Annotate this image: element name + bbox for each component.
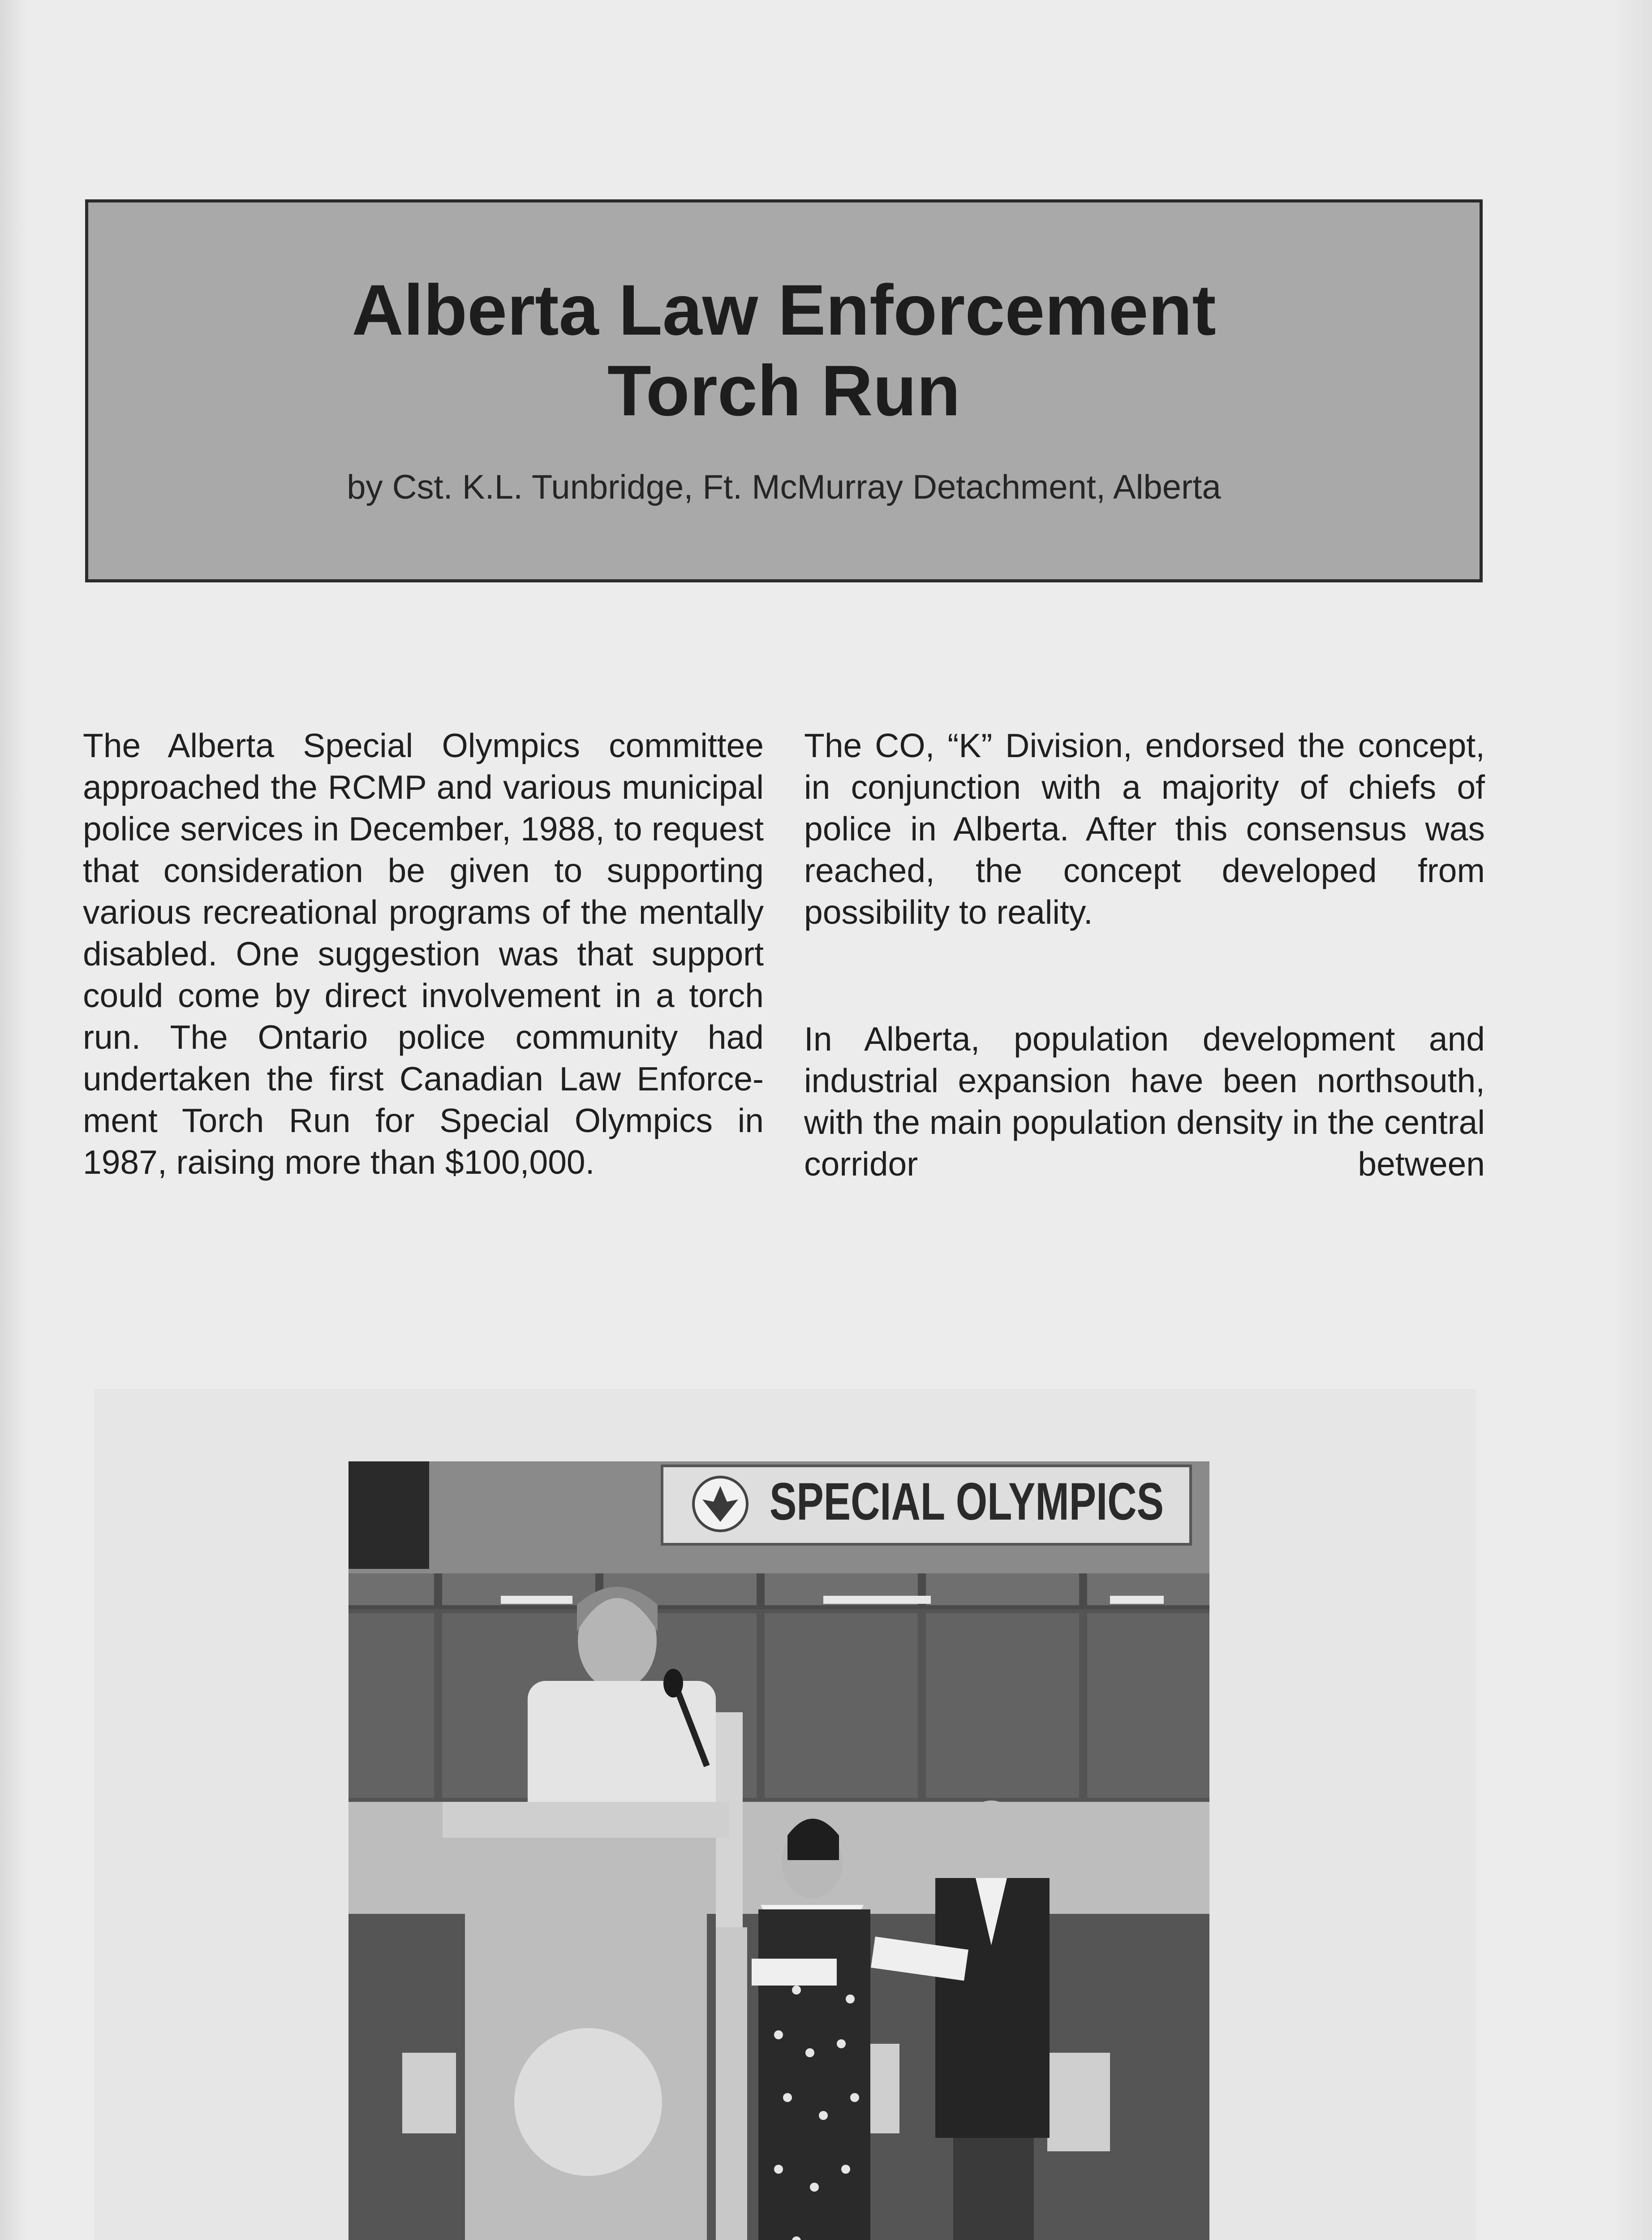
banner-text: SPECIAL OLYMPICS (770, 1472, 1164, 1531)
title-box (85, 199, 1483, 582)
title-line-2: Torch Run (607, 350, 961, 431)
paragraph: In Alberta, population development and industrial expansion have been northsouth, with the main population density in the central corridor between (804, 1020, 1485, 1183)
article-photo (348, 1461, 1209, 2240)
paragraph: The Alberta Special Olympics committee approached the RCMP and various municipal police services in December, 1988, to request that consideration be given to supporting various recreational programs of the mentally disabled. One suggestion was that support could come by direct involvement in a torch run. The Ontario police community had undertaken the first Canadian Law Enforcement Torch Run for Special Olympics in 1987, raising more than $100,000. (83, 727, 764, 1181)
byline: by Cst. K.L. Tunbridge, Ft. McMurray Detachment, Alberta (347, 468, 1221, 506)
paragraph: The CO, “K” Division, endorsed the concept, in conjunction with a majority of chiefs of police in Alberta. After this consensus was reached, the concept developed from possibility to reality. (804, 727, 1485, 931)
article-title (88, 270, 1480, 431)
title-line-1: Alberta Law Enforcement (352, 270, 1216, 350)
left-column (83, 725, 764, 1183)
right-column (804, 725, 1485, 1185)
